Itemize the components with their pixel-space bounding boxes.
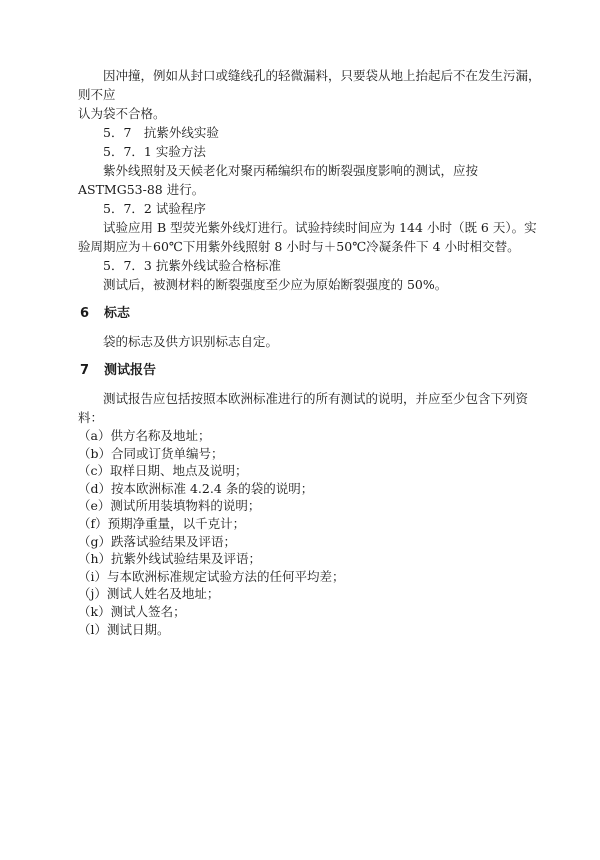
list-item: （g）跌落试验结果及评语； (78, 533, 237, 549)
list-item: （b）合同或订货单编号； (78, 445, 224, 461)
list-item: （e）测试所用装填物料的说明； (78, 498, 261, 514)
paragraph-5-7-1: 紫外线照射及天候老化对聚丙稀编织布的断裂强度影响的测试，应按 ASTMG53-88 进行。 (78, 163, 479, 197)
heading-5-7-2: 5．7．2 试验程序 (103, 201, 206, 216)
section-7-number: 7 (80, 363, 90, 378)
section-6-heading (78, 304, 548, 324)
document-body (78, 66, 548, 638)
paragraph-section-7-intro: 测试报告应包括按照本欧洲标准进行的所有测试的说明，并应至少包含下列资料： (78, 391, 529, 425)
section-6-title: 标志 (104, 306, 131, 321)
section-6-number: 6 (80, 306, 90, 321)
list-item: （k）测试人签名； (78, 603, 186, 619)
list-item: （l）测试日期。 (78, 621, 170, 637)
list-item: （a）供方名称及地址； (78, 428, 211, 443)
paragraph-continuation-line-2: 认为袋不合格。 (78, 106, 166, 121)
heading-5-7: 5．7 抗紫外线实验 (103, 125, 219, 140)
list-item: （f）预期净重量，以千克计； (78, 515, 246, 531)
list-item: （c）取样日期、地点及说明； (78, 463, 248, 479)
paragraph-5-7-2: 试验应用 B 型荧光紫外线灯进行。试验持续时间应为 144 小时（既 6 天）。实验周期应为＋60℃下用紫外线照射 8 小时与＋50℃冷凝条件下 4 小时相交替。 (78, 220, 537, 254)
heading-5-7-1: 5．7．1 实验方法 (103, 144, 206, 159)
paragraph-5-7-3: 测试后，被测材料的断裂强度至少应为原始断裂强度的 50%。 (103, 277, 448, 292)
heading-5-7-3: 5．7．3 抗紫外线试验合格标准 (103, 258, 281, 273)
section-7-heading (78, 361, 548, 381)
list-item: （d）按本欧洲标准 4.2.4 条的袋的说明； (78, 480, 314, 496)
paragraph-section-6: 袋的标志及供方识别标志自定。 (103, 334, 279, 349)
report-items-list (78, 427, 548, 638)
paragraph-continuation-line-1: 因冲撞，例如从封口或缝线孔的轻微漏料，只要袋从地上抬起后不在发生污漏，则不应 (78, 68, 541, 102)
list-item: （j）测试人姓名及地址； (78, 586, 220, 602)
section-7-title: 测试报告 (104, 363, 157, 378)
list-item: （h）抗紫外线试验结果及评语； (78, 551, 262, 567)
list-item: （i）与本欧洲标准规定试验方法的任何平均差； (78, 568, 345, 584)
